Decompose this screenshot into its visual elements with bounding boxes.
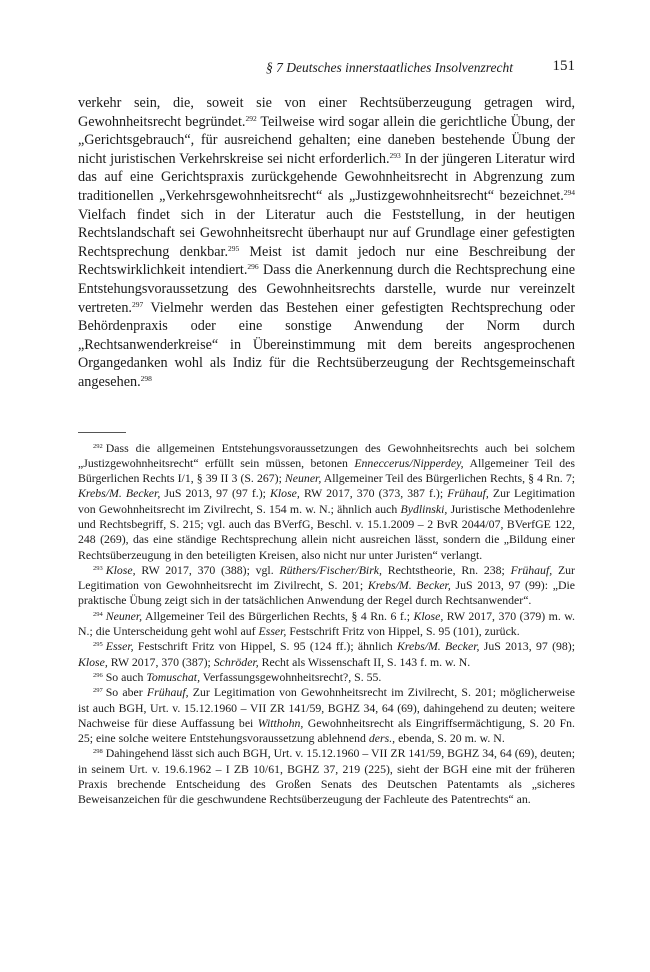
- text-run: In der jüngeren Literatur wird das auf eine Gerichtspraxis zurückgehende Gewohnheitsrecht in Abgrenzung zum traditionellen „Verkehrsgewohnheitsrecht“ als „Justizgewohnheitsrecht“ bezeichnet.: [78, 150, 575, 204]
- footnote-number: 295: [93, 641, 103, 649]
- author-name: Frühauf,: [510, 562, 553, 577]
- footnote-text: Zur Legitimation von Gewohnheitsrecht im Zivilrecht, S. 201;: [78, 562, 575, 593]
- footnote-text: Dass die allgemeinen Entstehungsvoraussetzungen des Gewohnheitsrechts auch bei solchem „Justizgewohnheitsrecht“ erfüllt sein müssen, betonen: [78, 440, 575, 470]
- footnote-293: [78, 563, 575, 609]
- footnote-text: Zur Legitimation von Gewohnheitsrecht im Zivilrecht, S. 154 m. w. N.; ähnlich auch: [78, 486, 575, 516]
- footnote-294: [78, 609, 575, 640]
- footnote-text: Allgemeiner Teil des Bürgerlichen Rechts, § 4 Rn. 6 f.;: [142, 608, 414, 623]
- text-run: Meist ist damit jedoch nur eine Beschreibung der Rechtswirklichkeit intendiert.: [78, 243, 575, 279]
- author-name: Klose,: [78, 654, 108, 669]
- footnote-number: 296: [93, 671, 103, 679]
- author-name: Krebs/M. Becker,: [396, 639, 480, 654]
- footnote-text: Zur Legitimation von Gewohnheitsrecht im Zivilrecht, S. 201; möglicherweise ist auch BGH, Urt. v. 15.12.1960 – VII ZR 141/59, BGHZ 34, 64 (69), dahingehend zu deuten; weitere Nachweise für diese Auffassung bei: [78, 685, 575, 730]
- footnote-text: So auch: [105, 669, 147, 684]
- footnote-ref-296[interactable]: 296: [247, 262, 259, 272]
- author-name: Klose,: [270, 486, 300, 501]
- footnotes: [78, 441, 575, 808]
- footnote-292: [78, 441, 575, 563]
- author-name: Tomuschat,: [146, 669, 201, 684]
- footnote-296: [78, 670, 575, 685]
- footnote-text: So aber: [105, 685, 147, 700]
- footnote-text: ebenda, S. 20 m. w. N.: [395, 731, 505, 746]
- footnote-ref-294[interactable]: 294: [563, 187, 575, 197]
- running-title: § 7 Deutsches innerstaatliches Insolvenzrecht: [266, 60, 513, 75]
- author-name: Esser,: [258, 624, 287, 639]
- author-name: Frühauf,: [146, 685, 189, 700]
- author-name: Neuner,: [105, 608, 143, 623]
- footnote-295: [78, 639, 575, 670]
- author-name: ders.,: [368, 731, 396, 746]
- author-name: Krebs/M. Becker,: [367, 578, 451, 593]
- footnote-ref-297[interactable]: 297: [131, 299, 144, 309]
- footnote-ref-293[interactable]: 293: [389, 150, 401, 160]
- footnote-ref-295[interactable]: 295: [228, 243, 240, 253]
- footnote-298: [78, 746, 575, 807]
- footnote-text: Dahingehend lässt sich auch BGH, Urt. v. 15.12.1960 – VII ZR 141/59, BGHZ 34, 64 (69), deuten; in seinem Urt. v. 19.6.1962 – I ZB 10/61, BGHZ 37, 219 (225), sieht der BGH eine mit der früheren Praxis brechende Entscheidung des Großen Senats des Deutschen Patentamts als „sicheres Beweisanzeichen für die geschwundene Rechtsüberzeugung der Fachleute des Patentrechts“ an.: [78, 746, 575, 807]
- book-page: [78, 58, 575, 808]
- text-run: Vielfach findet sich in der Literatur auch die Feststellung, in der heutigen Rechtslandschaft sei Gewohnheitsrecht überhaupt nur auf Grundlage einer gefestigten Rechtsprechung denkbar.: [78, 206, 575, 260]
- footnote-text: Verfassungsgewohnheitsrecht?, S. 55.: [200, 669, 382, 684]
- main-paragraph: [78, 94, 575, 392]
- author-name: Frühauf,: [447, 486, 489, 501]
- author-name: Klose,: [105, 562, 136, 577]
- footnote-text: Recht als Wissenschaft II, S. 143 f. m. w. N.: [258, 654, 471, 669]
- footnote-text: Juristische Methodenlehre und Rechtsbegriff, S. 215; vgl. auch das BVerfG, Beschl. v. 15.1.2009 – 2 BvR 2044/07, BVerfGE 122, 248 (269), das eine ständige Rechtsprechung allein nicht ausreichen lässt, sondern die „Bildung einer Rechtsüberzeugung in den beteiligten Kreisen, also nicht nur unter Juristen“ verlangt.: [78, 501, 575, 562]
- footnote-number: 294: [93, 610, 103, 618]
- text-run: Vielmehr werden das Bestehen einer gefestigten Rechtsprechung oder Behördenpraxis oder eine sonstige Anwendung der Norm durch „Rechtsanwenderkreise“ in Übereinstimmung mit dem bereits angesprochenen Organgedanken wohl als Indiz für die Rechtsüberzeugung der Rechtsgemeinschaft angesehen.: [78, 299, 575, 390]
- author-name: Bydlinski,: [400, 501, 448, 516]
- footnote-text: JuS 2013, 97 (99): „Die praktische Übung zeigt sich in der tatsächlichen Anwendung der Regel durch Rechtsanwender“.: [78, 578, 575, 608]
- author-name: Krebs/M. Becker,: [78, 486, 161, 501]
- footnote-text: RW 2017, 370 (373, 387 f.);: [299, 486, 448, 501]
- footnote-text: Festschrift Fritz von Hippel, S. 95 (124 ff.); ähnlich: [133, 639, 397, 654]
- author-name: Rüthers/Fischer/Birk,: [279, 562, 382, 577]
- footnote-number: 292: [93, 442, 103, 450]
- footnote-text: JuS 2013, 97 (97 f.);: [160, 486, 271, 501]
- footnote-297: [78, 685, 575, 746]
- running-header: [78, 58, 575, 80]
- footnote-separator: [78, 432, 126, 433]
- footnote-ref-298[interactable]: 298: [140, 373, 152, 383]
- text-run: Teilweise wird sogar allein die gerichtliche Übung, der „Gerichtsgebrauch“, für ausreichend gehalten; eine daneben bestehende Übung der nicht juristischen Verkehrskreise sei nicht erforderlich.: [78, 113, 576, 167]
- footnote-ref-292[interactable]: 292: [245, 113, 257, 123]
- footnote-text: RW 2017, 370 (388); vgl.: [135, 562, 280, 577]
- author-name: Klose,: [413, 608, 444, 623]
- footnote-text: Gewohnheitsrecht als Eingriffsermächtigung, S. 20 Fn. 25; eine solche weitere Entstehungsvoraussetzung ablehnend: [78, 715, 575, 746]
- author-name: Witthohn,: [257, 715, 304, 730]
- main-text: [78, 94, 575, 392]
- author-name: Esser,: [105, 639, 134, 654]
- text-run: verkehr sein, die, soweit sie von einer Rechtsüberzeugung getragen wird, Gewohnheitsrecht begründet.: [78, 95, 575, 130]
- footnote-text: Allgemeiner Teil des Bürgerlichen Rechts, § 4 Rn. 7;: [321, 471, 575, 486]
- footnote-number: 293: [93, 564, 103, 572]
- footnote-text: Allgemeiner Teil des Bürgerlichen Rechts I/1, § 39 II 3 (S. 267);: [78, 455, 575, 486]
- footnote-text: RW 2017, 370 (379) m. w. N.; die Unterscheidung geht wohl auf: [78, 608, 575, 639]
- footnote-text: Festschrift Fritz von Hippel, S. 95 (101), zurück.: [286, 624, 520, 639]
- page-number: 151: [552, 58, 575, 74]
- text-run: Dass die Anerkennung durch die Rechtsprechung eine Entstehungsvoraussetzung des Gewohnheitsrechts darstelle, wurde nur vereinzelt vertreten.: [78, 262, 575, 316]
- author-name: Enneccerus/Nipperdey,: [354, 455, 464, 470]
- footnote-text: RW 2017, 370 (387);: [107, 654, 214, 669]
- author-name: Schröder,: [213, 654, 259, 669]
- footnote-number: 298: [93, 748, 103, 756]
- footnote-number: 297: [93, 687, 103, 695]
- author-name: Neuner,: [284, 471, 322, 486]
- footnote-text: JuS 2013, 97 (98);: [479, 639, 575, 654]
- footnote-text: Rechtstheorie, Rn. 238;: [381, 562, 511, 577]
